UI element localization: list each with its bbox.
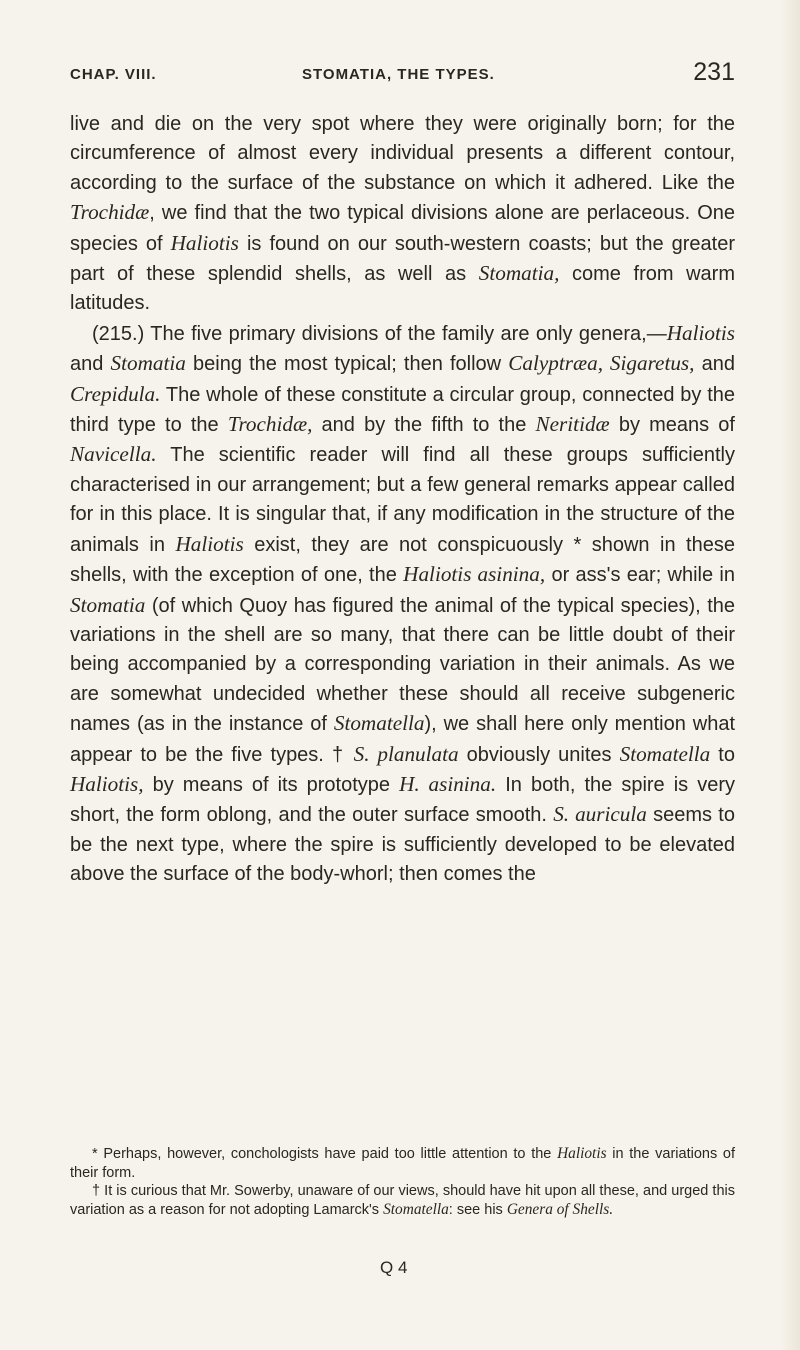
chapter-label: CHAP. VIII. <box>70 66 157 83</box>
italic-term: Haliotis, <box>70 771 144 796</box>
page-number: 231 <box>693 58 735 86</box>
italic-term: Trochidæ <box>70 200 150 225</box>
paragraph-215: (215.) The five primary divisions of the family are only genera,—Haliotis and Stomatia being the most typical; then follow Calyptræa, Sigaretus, and Crepidula. The whole of these constitute a circular group, connected by the third type to the Trochidæ, and by the fifth to the Neritidæ by means of Navicella. The scientific reader will find all these groups sufficiently characterised in our arrangement; but a few general remarks appear called for in this place. It is singular that, if any modification in the structure of the animals in Haliotis exist, they are not conspicuously * shown in these shells, with the exception of one, the Haliotis asinina, or ass's ear; while in Stomatia (of which Quoy has figured the animal of the typical species), the variations in the shell are so many, that there can be little doubt of their being accompanied by a corresponding variation in their animals. As we are somewhat undecided whether these should all receive subgeneric names (as in the instance of Stomatella), we shall here only mention what appear to be the five types. † S. planulata obviously unites Stomatella to Haliotis, by means of its prototype H. asinina. In both, the spire is very short, the form oblong, and the outer surface smooth. S. auricula seems to be the next type, where the spire is sufficiently developed to be elevated above the surface of the body-whorl; then comes the <box>70 320 735 886</box>
italic-term: H. asinina. <box>399 771 497 796</box>
italic-term: Stomatia <box>70 592 146 617</box>
page-edge-shadow <box>780 0 800 1350</box>
italic-term: S. auricula <box>553 802 647 827</box>
running-header <box>70 58 735 98</box>
italic-term: Stomatia, <box>478 261 560 286</box>
italic-term: Trochidæ, <box>227 412 313 437</box>
paragraph-1: live and die on the very spot where they were originally born; for the circumference of almost every individual presents a different contour, according to the surface of the substance on which it adhered. Like the Trochidæ, we find that the two typical divisions alone are perlaceous. One species of Haliotis is found on our south-western coasts; but the greater part of these splendid shells, as well as Stomatia, come from warm latitudes. <box>70 113 735 315</box>
footnote-dagger: † It is curious that Mr. Sowerby, unaware of our views, should have hit upon all these, and urged this variation as a reason for not adopting Lamarck's Stomatella: see his Genera of Shells. <box>70 1183 735 1218</box>
italic-term: Stomatella <box>383 1200 449 1218</box>
italic-term: Genera of Shells. <box>506 1200 614 1218</box>
italic-term: Haliotis <box>175 531 244 556</box>
italic-term: Stomatella <box>619 741 711 766</box>
italic-term: Calyptræa, Sigaretus, <box>508 351 695 376</box>
footnotes <box>70 1145 735 1219</box>
footnote-asterisk: * Perhaps, however, conchologists have paid too little attention to the Haliotis in the variations of their form. <box>70 1145 735 1181</box>
italic-term: Haliotis <box>170 230 239 255</box>
italic-term: Stomatia <box>110 351 186 376</box>
main-text <box>70 110 735 890</box>
italic-term: Neritidæ <box>535 412 610 437</box>
italic-term: Navicella. <box>70 442 157 467</box>
running-title: STOMATIA, THE TYPES. <box>302 66 495 83</box>
italic-term: Crepidula. <box>70 381 161 406</box>
italic-term: Haliotis asinina, <box>403 562 546 587</box>
italic-term: Stomatella <box>333 711 425 736</box>
italic-term: S. planulata <box>353 741 459 766</box>
italic-term: Haliotis <box>666 320 735 345</box>
italic-term: Haliotis <box>557 1145 607 1162</box>
signature-mark: Q 4 <box>380 1258 408 1277</box>
